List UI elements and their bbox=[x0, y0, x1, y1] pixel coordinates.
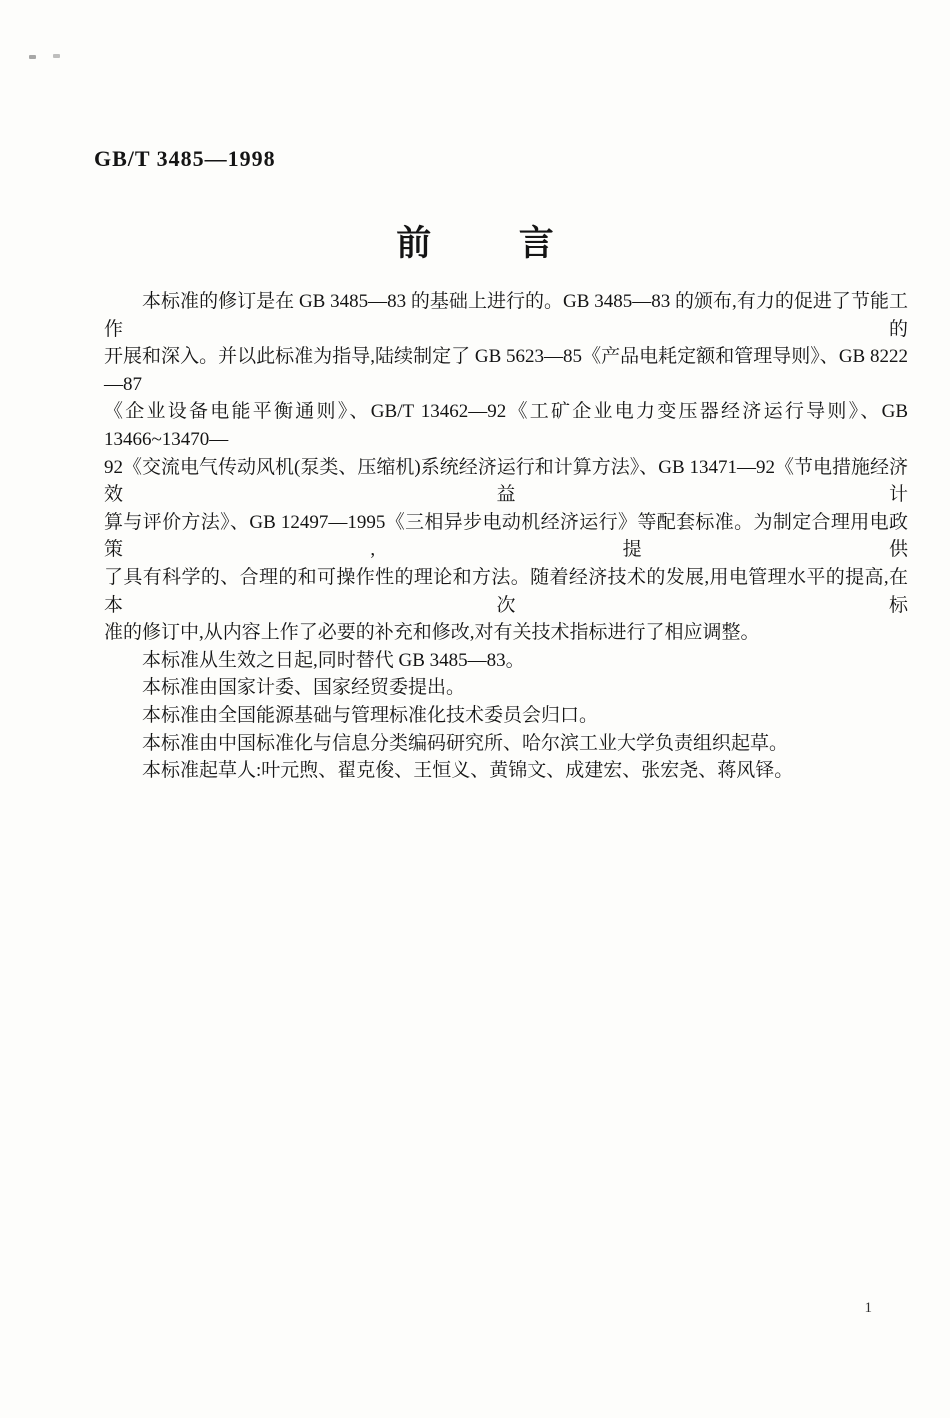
foreword-body bbox=[104, 288, 908, 785]
body-line: 本标准的修订是在 GB 3485—83 的基础上进行的。GB 3485—83 的颁布,有力的促进了节能工作的 bbox=[104, 291, 908, 340]
foreword-paragraph: 本标准由国家计委、国家经贸委提出。 bbox=[142, 677, 466, 699]
body-line: 《企业设备电能平衡通则》、GB/T 13462—92《工矿企业电力变压器经济运行导则》、GB 13466~13470— bbox=[104, 401, 908, 450]
body-line: 算与评价方法》、GB 12497—1995《三相异步电动机经济运行》等配套标准。为制定合理用电政策,提供 bbox=[104, 511, 908, 561]
scan-artifact-dot bbox=[53, 54, 60, 58]
body-line: 92《交流电气传动风机(泵类、压缩机)系统经济运行和计算方法》、GB 13471—92《节电措施经济效益计 bbox=[104, 456, 908, 506]
body-line: 开展和深入。并以此标准为指导,陆续制定了 GB 5623—85《产品电耗定额和管理导则》、GB 8222—87 bbox=[104, 346, 908, 395]
page-number: 1 bbox=[864, 1300, 872, 1316]
body-line: 了具有科学的、合理的和可操作性的理论和方法。随着经济技术的发展,用电管理水平的提高,在本次标 bbox=[104, 566, 908, 616]
foreword-paragraph: 本标准从生效之日起,同时替代 GB 3485—83。 bbox=[142, 649, 525, 671]
scan-artifact-dot bbox=[29, 55, 36, 59]
foreword-paragraph: 本标准起草人:叶元煦、翟克俊、王恒义、黄锦文、成建宏、张宏尧、蒋风铎。 bbox=[142, 760, 794, 782]
foreword-paragraph: 本标准由中国标准化与信息分类编码研究所、哈尔滨工业大学负责组织起草。 bbox=[142, 732, 789, 754]
foreword-paragraph: 本标准由全国能源基础与管理标准化技术委员会归口。 bbox=[142, 704, 599, 726]
body-line: 准的修订中,从内容上作了必要的补充和修改,对有关技术指标进行了相应调整。 bbox=[104, 622, 760, 644]
standard-code: GB/T 3485—1998 bbox=[94, 146, 276, 171]
page-title: 前言 bbox=[396, 224, 642, 263]
